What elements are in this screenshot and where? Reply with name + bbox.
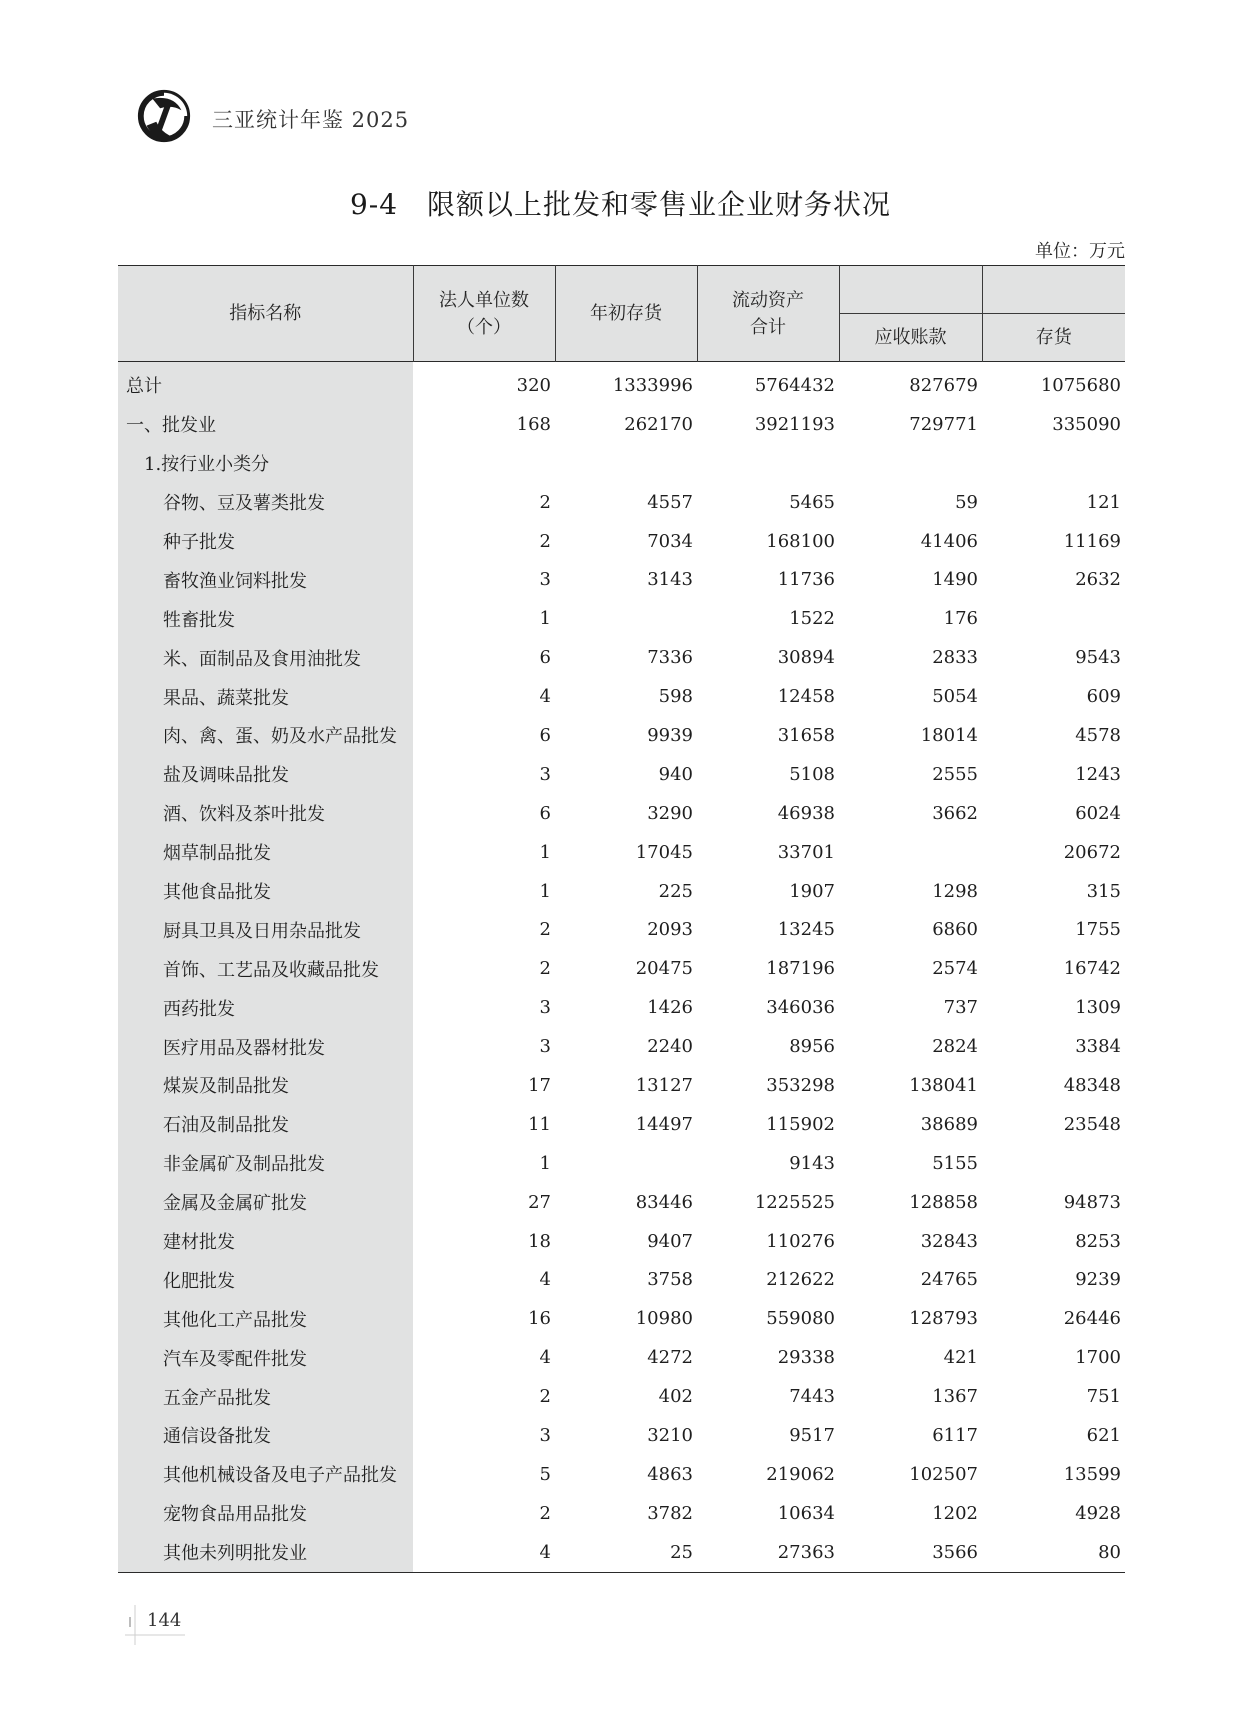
- cell-firms: 6: [539, 802, 551, 824]
- row-label: 宠物食品用品批发: [118, 1494, 413, 1533]
- cell-receivables: 2574: [932, 958, 978, 980]
- cell-opening: [555, 599, 697, 638]
- row-label: 西药批发: [118, 988, 413, 1027]
- cell-firms: 27: [528, 1191, 551, 1213]
- cell-receivables: 176: [943, 608, 978, 630]
- cell-receivables: 6117: [932, 1424, 978, 1446]
- cell-current: 27363: [777, 1541, 835, 1563]
- table-row: [118, 872, 1125, 911]
- cell-current: 29338: [777, 1347, 835, 1369]
- row-label: 医疗用品及器材批发: [118, 1027, 413, 1066]
- table-row: [118, 1066, 1125, 1105]
- cell-firms: 1: [539, 880, 551, 902]
- cell-inventory: 4928: [1075, 1502, 1121, 1524]
- table-row: [118, 1494, 1125, 1533]
- table-body: [118, 362, 1125, 1573]
- row-label: 其他食品批发: [118, 872, 413, 911]
- row-label: 米、面制品及食用油批发: [118, 638, 413, 677]
- table-row: [118, 949, 1125, 988]
- cell-inventory: 9239: [1075, 1269, 1121, 1291]
- row-label: 非金属矿及制品批发: [118, 1144, 413, 1183]
- cell-firms: 6: [539, 647, 551, 669]
- table-row: [118, 1144, 1125, 1183]
- cell-inventory: 26446: [1063, 1308, 1121, 1330]
- row-label: 一、批发业: [118, 405, 413, 444]
- cell-receivables: 5054: [932, 686, 978, 708]
- cell-receivables: 2833: [932, 647, 978, 669]
- row-label: 化肥批发: [118, 1260, 413, 1299]
- cell-firms: 18: [528, 1230, 551, 1252]
- cell-current: 10634: [777, 1502, 835, 1524]
- cell-inventory: 121: [1086, 491, 1121, 513]
- cell-current: 46938: [777, 802, 835, 824]
- table-row: [118, 362, 1125, 405]
- cell-receivables: [839, 444, 982, 483]
- cell-current: 9143: [789, 1152, 835, 1174]
- cell-inventory: 621: [1086, 1424, 1121, 1446]
- cell-opening: 940: [658, 763, 693, 785]
- cell-receivables: 18014: [920, 724, 978, 746]
- cell-inventory: 315: [1086, 880, 1121, 902]
- table-row: [118, 794, 1125, 833]
- table-row: [118, 1338, 1125, 1377]
- cell-inventory: 4578: [1075, 724, 1121, 746]
- table-row: [118, 1455, 1125, 1494]
- cell-inventory: 16742: [1063, 958, 1121, 980]
- table-row: [118, 1222, 1125, 1261]
- cell-inventory: 2632: [1075, 569, 1121, 591]
- cell-current: 3921193: [754, 413, 835, 435]
- table-row: [118, 1027, 1125, 1066]
- cell-firms: 320: [516, 374, 551, 396]
- cell-receivables: 3662: [932, 802, 978, 824]
- cell-inventory: [982, 599, 1125, 638]
- cell-current: 219062: [766, 1463, 835, 1485]
- table-row: [118, 1183, 1125, 1222]
- cell-inventory: [982, 444, 1125, 483]
- cell-inventory: 94873: [1063, 1191, 1121, 1213]
- cell-current: 1907: [789, 880, 835, 902]
- cell-opening: 2093: [647, 919, 693, 941]
- cell-receivables: 827679: [909, 374, 978, 396]
- header-inventory: 存货: [982, 314, 1125, 362]
- row-label: 煤炭及制品批发: [118, 1066, 413, 1105]
- cell-current: 5108: [789, 763, 835, 785]
- cell-opening: 3758: [647, 1269, 693, 1291]
- cell-receivables: 128793: [909, 1308, 978, 1330]
- cell-receivables: 421: [943, 1347, 978, 1369]
- table-row: [118, 522, 1125, 561]
- cell-opening: 9407: [647, 1230, 693, 1252]
- row-label: 石油及制品批发: [118, 1105, 413, 1144]
- row-label: 牲畜批发: [118, 599, 413, 638]
- cell-receivables: 5155: [932, 1152, 978, 1174]
- cell-receivables: 3566: [932, 1541, 978, 1563]
- cell-opening: 262170: [624, 413, 693, 435]
- cell-current: 110276: [766, 1230, 835, 1252]
- cell-receivables: 138041: [909, 1074, 978, 1096]
- row-label: 盐及调味品批发: [118, 755, 413, 794]
- cell-inventory: [982, 1144, 1125, 1183]
- table-row: [118, 988, 1125, 1027]
- table-row: [118, 677, 1125, 716]
- row-label: 五金产品批发: [118, 1377, 413, 1416]
- cell-opening: 14497: [635, 1113, 693, 1135]
- cell-receivables: 24765: [920, 1269, 978, 1291]
- header-current-assets: 流动资产 合计: [697, 266, 839, 362]
- row-label: 总计: [118, 362, 413, 405]
- table-row: [118, 444, 1125, 483]
- cell-current: 559080: [766, 1308, 835, 1330]
- cell-receivables: 6860: [932, 919, 978, 941]
- cell-opening: 13127: [635, 1074, 693, 1096]
- table-row: [118, 560, 1125, 599]
- cell-receivables: 102507: [909, 1463, 978, 1485]
- table-row: [118, 405, 1125, 444]
- cell-firms: 2: [539, 530, 551, 552]
- cell-opening: 1426: [647, 997, 693, 1019]
- row-label: 通信设备批发: [118, 1416, 413, 1455]
- cell-opening: 7336: [647, 647, 693, 669]
- cell-current: 187196: [766, 958, 835, 980]
- table-row: [118, 910, 1125, 949]
- row-label: 谷物、豆及薯类批发: [118, 483, 413, 522]
- yearbook-logo-icon: [135, 87, 193, 145]
- cell-opening: 2240: [647, 1036, 693, 1058]
- cell-firms: 11: [528, 1113, 551, 1135]
- cell-firms: 2: [539, 1386, 551, 1408]
- cell-firms: 1: [539, 841, 551, 863]
- cell-current: 11736: [777, 569, 835, 591]
- cell-inventory: 609: [1086, 686, 1121, 708]
- cell-inventory: 751: [1086, 1386, 1121, 1408]
- cell-firms: 3: [539, 763, 551, 785]
- cell-current: 8956: [789, 1036, 835, 1058]
- cell-receivables: 1298: [932, 880, 978, 902]
- cell-current: 168100: [766, 530, 835, 552]
- row-label: 首饰、工艺品及收藏品批发: [118, 949, 413, 988]
- cell-inventory: 9543: [1075, 647, 1121, 669]
- cell-firms: 4: [539, 1269, 551, 1291]
- cell-inventory: 11169: [1063, 530, 1121, 552]
- cell-inventory: 80: [1098, 1541, 1121, 1563]
- cell-inventory: 8253: [1075, 1230, 1121, 1252]
- cell-firms: 1: [539, 1152, 551, 1174]
- cell-opening: 25: [670, 1541, 693, 1563]
- cell-firms: 5: [539, 1463, 551, 1485]
- cell-current: 13245: [777, 919, 835, 941]
- cell-opening: 20475: [635, 958, 693, 980]
- cell-opening: 4272: [647, 1347, 693, 1369]
- cell-current: 353298: [766, 1074, 835, 1096]
- cell-receivables: 737: [943, 997, 978, 1019]
- header-receivables: 应收账款: [839, 314, 982, 362]
- cell-opening: 7034: [647, 530, 693, 552]
- cell-receivables: 729771: [909, 413, 978, 435]
- cell-firms: 3: [539, 1036, 551, 1058]
- cell-inventory: 20672: [1063, 841, 1121, 863]
- cell-inventory: 3384: [1075, 1036, 1121, 1058]
- cell-receivables: 1490: [932, 569, 978, 591]
- cell-inventory: 335090: [1052, 413, 1121, 435]
- table-row: [118, 1416, 1125, 1455]
- cell-inventory: 1243: [1075, 763, 1121, 785]
- cell-firms: 3: [539, 569, 551, 591]
- cell-firms: 4: [539, 686, 551, 708]
- row-label: 其他化工产品批发: [118, 1299, 413, 1338]
- cell-receivables: 2555: [932, 763, 978, 785]
- cell-inventory: 1755: [1075, 919, 1121, 941]
- cell-current: 33701: [777, 841, 835, 863]
- cell-opening: 83446: [635, 1191, 693, 1213]
- table-row: [118, 716, 1125, 755]
- cell-current: 212622: [766, 1269, 835, 1291]
- cell-firms: 2: [539, 491, 551, 513]
- cell-opening: 598: [658, 686, 693, 708]
- statistics-table: [118, 265, 1125, 1573]
- cell-firms: 3: [539, 1424, 551, 1446]
- cell-firms: 6: [539, 724, 551, 746]
- cell-opening: 225: [658, 880, 693, 902]
- cell-opening: 3210: [647, 1424, 693, 1446]
- table-row: [118, 599, 1125, 638]
- cell-current: 346036: [766, 997, 835, 1019]
- cell-opening: 10980: [635, 1308, 693, 1330]
- cell-current: 5465: [789, 491, 835, 513]
- row-label: 金属及金属矿批发: [118, 1183, 413, 1222]
- table-row: [118, 833, 1125, 872]
- cell-inventory: 6024: [1075, 802, 1121, 824]
- cell-firms: 168: [516, 413, 551, 435]
- cell-firms: 3: [539, 997, 551, 1019]
- table-row: [118, 1105, 1125, 1144]
- cell-firms: 2: [539, 919, 551, 941]
- cell-opening: 4863: [647, 1463, 693, 1485]
- row-label: 果品、蔬菜批发: [118, 677, 413, 716]
- row-label: 酒、饮料及茶叶批发: [118, 794, 413, 833]
- table-row: [118, 1299, 1125, 1338]
- row-label: 烟草制品批发: [118, 833, 413, 872]
- cell-receivables: [839, 833, 982, 872]
- cell-receivables: 1367: [932, 1386, 978, 1408]
- cell-receivables: 41406: [920, 530, 978, 552]
- cell-receivables: 32843: [920, 1230, 978, 1252]
- cell-opening: 4557: [647, 491, 693, 513]
- cell-receivables: 59: [955, 491, 978, 513]
- table-title: 9-4 限额以上批发和零售业企业财务状况: [349, 188, 892, 221]
- row-label: 1.按行业小类分: [118, 444, 413, 483]
- cell-inventory: 13599: [1063, 1463, 1121, 1485]
- cell-current: 30894: [777, 647, 835, 669]
- cell-current: 115902: [766, 1113, 835, 1135]
- cell-inventory: 48348: [1063, 1074, 1121, 1096]
- cell-current: [697, 444, 839, 483]
- cell-opening: 3782: [647, 1502, 693, 1524]
- cell-firms: 17: [528, 1074, 551, 1096]
- cell-opening: 9939: [647, 724, 693, 746]
- cell-inventory: 1700: [1075, 1347, 1121, 1369]
- cell-current: 12458: [777, 686, 835, 708]
- header-blank: [839, 266, 982, 314]
- cell-firms: 16: [528, 1308, 551, 1330]
- row-label: 厨具卫具及日用杂品批发: [118, 910, 413, 949]
- cell-inventory: 1075680: [1040, 374, 1121, 396]
- cell-receivables: 128858: [909, 1191, 978, 1213]
- cell-receivables: 2824: [932, 1036, 978, 1058]
- cell-opening: [555, 1144, 697, 1183]
- cell-current: 9517: [789, 1424, 835, 1446]
- row-label: 畜牧渔业饲料批发: [118, 560, 413, 599]
- cell-opening: 3290: [647, 802, 693, 824]
- table-row: [118, 1260, 1125, 1299]
- row-label: 种子批发: [118, 522, 413, 561]
- cell-firms: 2: [539, 958, 551, 980]
- unit-label: 单位：万元: [1035, 241, 1125, 262]
- cell-opening: 17045: [635, 841, 693, 863]
- cell-current: 1522: [789, 608, 835, 630]
- cell-firms: 4: [539, 1541, 551, 1563]
- header-firms: 法人单位数 （个）: [413, 266, 555, 362]
- cell-inventory: 1309: [1075, 997, 1121, 1019]
- cell-current: 7443: [789, 1386, 835, 1408]
- cell-opening: 402: [658, 1386, 693, 1408]
- table-row: [118, 483, 1125, 522]
- cell-receivables: 1202: [932, 1502, 978, 1524]
- table-row: [118, 638, 1125, 677]
- row-label: 其他机械设备及电子产品批发: [118, 1455, 413, 1494]
- cell-opening: 3143: [647, 569, 693, 591]
- cell-firms: [413, 444, 555, 483]
- cell-current: 5764432: [754, 374, 835, 396]
- header-blank: [982, 266, 1125, 314]
- cell-current: 31658: [777, 724, 835, 746]
- book-title: 三亚统计年鉴 2025: [212, 108, 410, 132]
- cell-current: 1225525: [754, 1191, 835, 1213]
- cell-firms: 1: [539, 608, 551, 630]
- cell-opening: [555, 444, 697, 483]
- cell-receivables: 38689: [920, 1113, 978, 1135]
- header-opening-inventory: 年初存货: [555, 266, 697, 362]
- page-number: 144: [147, 1610, 182, 1631]
- table-row: [118, 755, 1125, 794]
- header-name: 指标名称: [118, 266, 413, 362]
- cell-inventory: 23548: [1063, 1113, 1121, 1135]
- cell-opening: 1333996: [612, 374, 693, 396]
- table-row: [118, 1533, 1125, 1572]
- row-label: 肉、禽、蛋、奶及水产品批发: [118, 716, 413, 755]
- row-label: 其他未列明批发业: [118, 1533, 413, 1572]
- cell-firms: 2: [539, 1502, 551, 1524]
- table-row: [118, 1377, 1125, 1416]
- row-label: 建材批发: [118, 1222, 413, 1261]
- cell-firms: 4: [539, 1347, 551, 1369]
- row-label: 汽车及零配件批发: [118, 1338, 413, 1377]
